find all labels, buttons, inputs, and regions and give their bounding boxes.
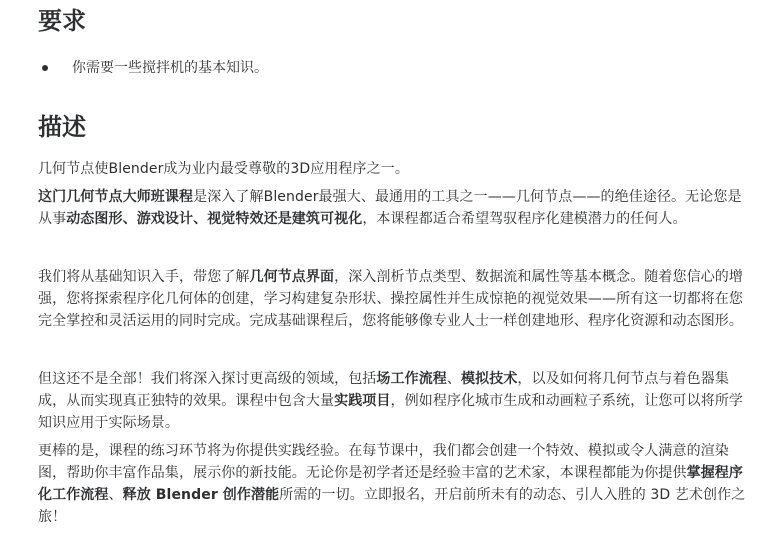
requirement-text: 你需要一些搅拌机的基本知识。 — [72, 60, 268, 76]
bullet-icon — [42, 65, 48, 71]
paragraph-text: ，深入剖析节点类型、数据流和属性等基本概念。随着您信心的增强，您将探索程序化几何体的创建，学习构建复杂形状、操控属性并生成惊艳的视觉效果——所有这一切都将在您完全掌控和灵活运用的同时完成。完成基础课程后，您将能够像专业人士一样创建地形、程序化资源和动态图形。 — [38, 269, 744, 329]
bold-text: 动态图形、游戏设计、视觉特效还是建筑可视化 — [66, 211, 363, 227]
bold-text: 这门几何节点大师班课程 — [38, 189, 194, 205]
paragraph-text: 更棒的是，课程的练习环节将为你提供实践经验。在每节课中，我们都会创建一个特效、模拟或令人满意的渲染图，帮助你丰富作品集，展示你的新技能。无论你是初学者还是经验丰富的艺术家，本课程都能为你提供 — [38, 443, 729, 481]
paragraph-text: ，例如程序化城市生成和动画粒子系统，让您可以将所学知识应用于实际场景。 — [38, 393, 744, 431]
paragraph-text: 是深入了解Blender最强大、最通用的工具之一——几何节点——的绝佳途径。无论您是从事 — [38, 189, 742, 227]
bold-text: 几何节点界面 — [249, 269, 335, 285]
paragraph-text: 、 — [108, 487, 123, 503]
description-body — [38, 158, 753, 528]
bold-text: 掌握程序化工作流程 — [38, 465, 744, 503]
description-paragraph-4 — [38, 368, 753, 434]
requirements-list-item — [38, 58, 268, 78]
bold-text: 实践项目 — [334, 393, 391, 409]
description-paragraph-2 — [38, 186, 753, 230]
paragraph-text: 所需的一切。立即报名，开启前所未有的动态、引人入胜的 3D 艺术创作之旅！ — [38, 487, 746, 525]
description-paragraph-5 — [38, 440, 753, 528]
bold-text: 场工作流程 — [376, 371, 447, 387]
description-paragraph-1: 几何节点使Blender成为业内最受尊敬的3D应用程序之一。 — [38, 161, 409, 177]
requirements-list — [38, 58, 268, 78]
paragraph-text: 我们将从基础知识入手，带您了解 — [38, 269, 250, 285]
paragraph-text: 但这还不是全部！我们将深入探讨更高级的领域，包括 — [38, 371, 377, 387]
bold-text: 模拟技术 — [461, 371, 518, 387]
description-heading: 描述 — [38, 113, 86, 141]
description-paragraph-3 — [38, 266, 753, 332]
paragraph-text: 、 — [446, 371, 462, 387]
paragraph-text: ，以及如何将几何节点与着色器集成，从而实现真正独特的效果。课程中包含大量 — [38, 371, 729, 409]
requirements-heading: 要求 — [38, 7, 86, 35]
paragraph-text: ，本课程都适合希望驾驭程序化建模潜力的任何人。 — [362, 211, 687, 227]
bold-text: 释放 Blender 创作潜能 — [122, 487, 280, 503]
